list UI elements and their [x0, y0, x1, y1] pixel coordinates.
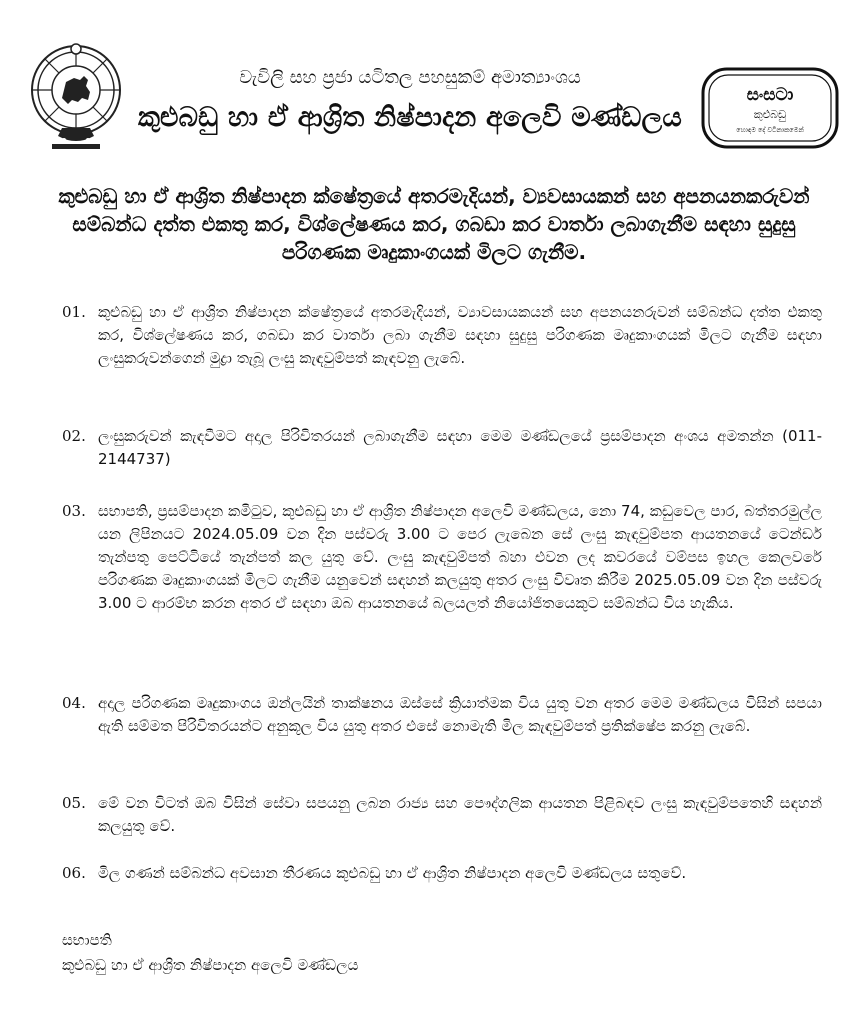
clause-item — [62, 792, 822, 838]
clause-number: 01. — [62, 303, 86, 321]
clause-text: මිල ගණන් සම්බන්ධ අවසාන තීරණය කුළුබඩු හා ඒ ආශ්‍රිත නිෂ්පාදන අලෙවි මණ්ඩලය සතුවේ. — [98, 864, 687, 882]
sansata-brand-logo-icon — [700, 66, 840, 150]
clause-number: 04. — [62, 694, 86, 712]
signature-organization: කුළුබඩු හා ඒ ආශ්‍රිත නිෂ්පාදන අලෙවි මණ්ඩලය — [62, 956, 359, 974]
clause-text: මේ වන විටත් ඔබ විසින් සේවා සපයනු ලබන රාජ්‍ය සහ පෞද්ගලික ආයතන පිළිබඳව ලංසු කැඳවුම්පතෙහි සඳහන් කලයුතු වේ. — [98, 794, 822, 835]
clause-item — [62, 425, 822, 471]
svg-text:කුළුබඩු: කුළුබඩු — [753, 108, 787, 121]
clause-number: 06. — [62, 864, 86, 882]
clause-text: කුළුබඩු හා ඒ ආශ්‍රිත නිෂ්පාදන ක්ෂේත්‍රයේ අතරමැදියන්, ව්‍යාවසායකයන් සහ අපනයනරුවන් සම්බන්ධ දත්ත එකතු කර, විශ්ලේෂණය කර, ගබඩා කර වාර්තා ලබා ගැනීම සඳහා සුදුසු පරිගණක මෘදුකාංගයක් මිලට ගැනීම සඳහා ලංසුකරුවන්ගෙන් මුද්‍රා තැබූ ලංසු කැඳවුම්පත් කැඳවනු ලැබේ. — [98, 303, 822, 367]
svg-text:හොඳම දේ වටිනාකමෙන්: හොඳම දේ වටිනාකමෙන් — [736, 126, 804, 134]
signature-title: සභාපති — [62, 931, 112, 949]
clause-number: 03. — [62, 502, 86, 520]
state-emblem-icon — [22, 40, 130, 152]
clause-item — [62, 862, 822, 885]
clause-number: 05. — [62, 794, 86, 812]
clause-item — [62, 500, 822, 615]
board-name: කුළුබඩු හා ඒ ආශ්‍රිත නිෂ්පාදන අලෙවි මණ්ඩලය — [138, 102, 682, 133]
clause-number: 02. — [62, 427, 86, 445]
svg-text:සංසටා: සංසටා — [746, 85, 794, 105]
notice-headline: කුළුබඩු හා ඒ ආශ්‍රිත නිෂ්පාදන ක්ෂේත්‍රයේ අතරමැදියන්, ව්‍යවසායකන් සහ අපනයනකරුවන් සම්බන්ධ දත්ත එකතු කර, විශ්ලේෂණය කර, ගබඩා කර වාර්තා ලබාගැනීම සඳහා සුදුසු පරිගණක මෘදුකාංගයක් මිලට ගැනීම. — [58, 184, 810, 264]
clause-text: අදාල පරිගණක මෘදුකාංගය ඔන්ලයින් තාක්ෂනය ඔස්සේ ක්‍රියාත්මක විය යුතු වන අතර මෙම මණ්ඩලය විසින් සපයා ඇති සම්මත පිරිවිතරයන්ට අනුකූල විය යුතු අතර එසේ නොමැති මිල කැඳවුම්පත් ප්‍රතික්ෂේප කරනු ලැබේ. — [98, 694, 822, 735]
signature-block — [62, 928, 762, 978]
clause-item — [62, 301, 822, 370]
ministry-name: වැවිලි සහ ප්‍රජා යටිතල පහසුකම් අමාත්‍යාංශය — [239, 67, 581, 88]
clause-text: සභාපති, ප්‍රසම්පාදන කමිටුව, කුළුබඩු හා ඒ ආශ්‍රිත නිෂ්පාදන අලෙවි මණ්ඩලය, නො 74, කඩුවෙල පාර, බත්තරමුල්ල යන ලිපිනයට 2024.05.09 වන දින පස්වරු 3.00 ට පෙර ලැබෙන සේ ලංසු කැඳවුම්පත ආයතනයේ ටෙන්ඩර් තැන්පතු පෙට්ටියේ තැන්පත් කල යුතු වේ. ලංසු කැඳවුම්පත් බහා එවන ලද කවරයේ වම්පස ඉහල කෙලවරේ පරිගණක මෘදුකාංගයක් මිලට ගැනීම යනුවෙන් සඳහන් කලයුතු අතර ලංසු විවෘත කිරීම 2025.05.09 වන දින පස්වරු 3.00 ට ආරම්භ කරන අතර ඒ සඳහා ඔබ ආයතනයේ බලයලත් නියෝජිතයෙකුට සම්බන්ධ විය හැකිය. — [98, 502, 822, 612]
clause-item — [62, 692, 822, 738]
clause-text: ලංසුකරුවන් කැඳවීමට අදාල පිරිවිතරයන් ලබාගැනීම සඳහා මෙම මණ්ඩලයේ ප්‍රසම්පාදන අංශය අමතන්න (011-2144737) — [98, 427, 822, 468]
